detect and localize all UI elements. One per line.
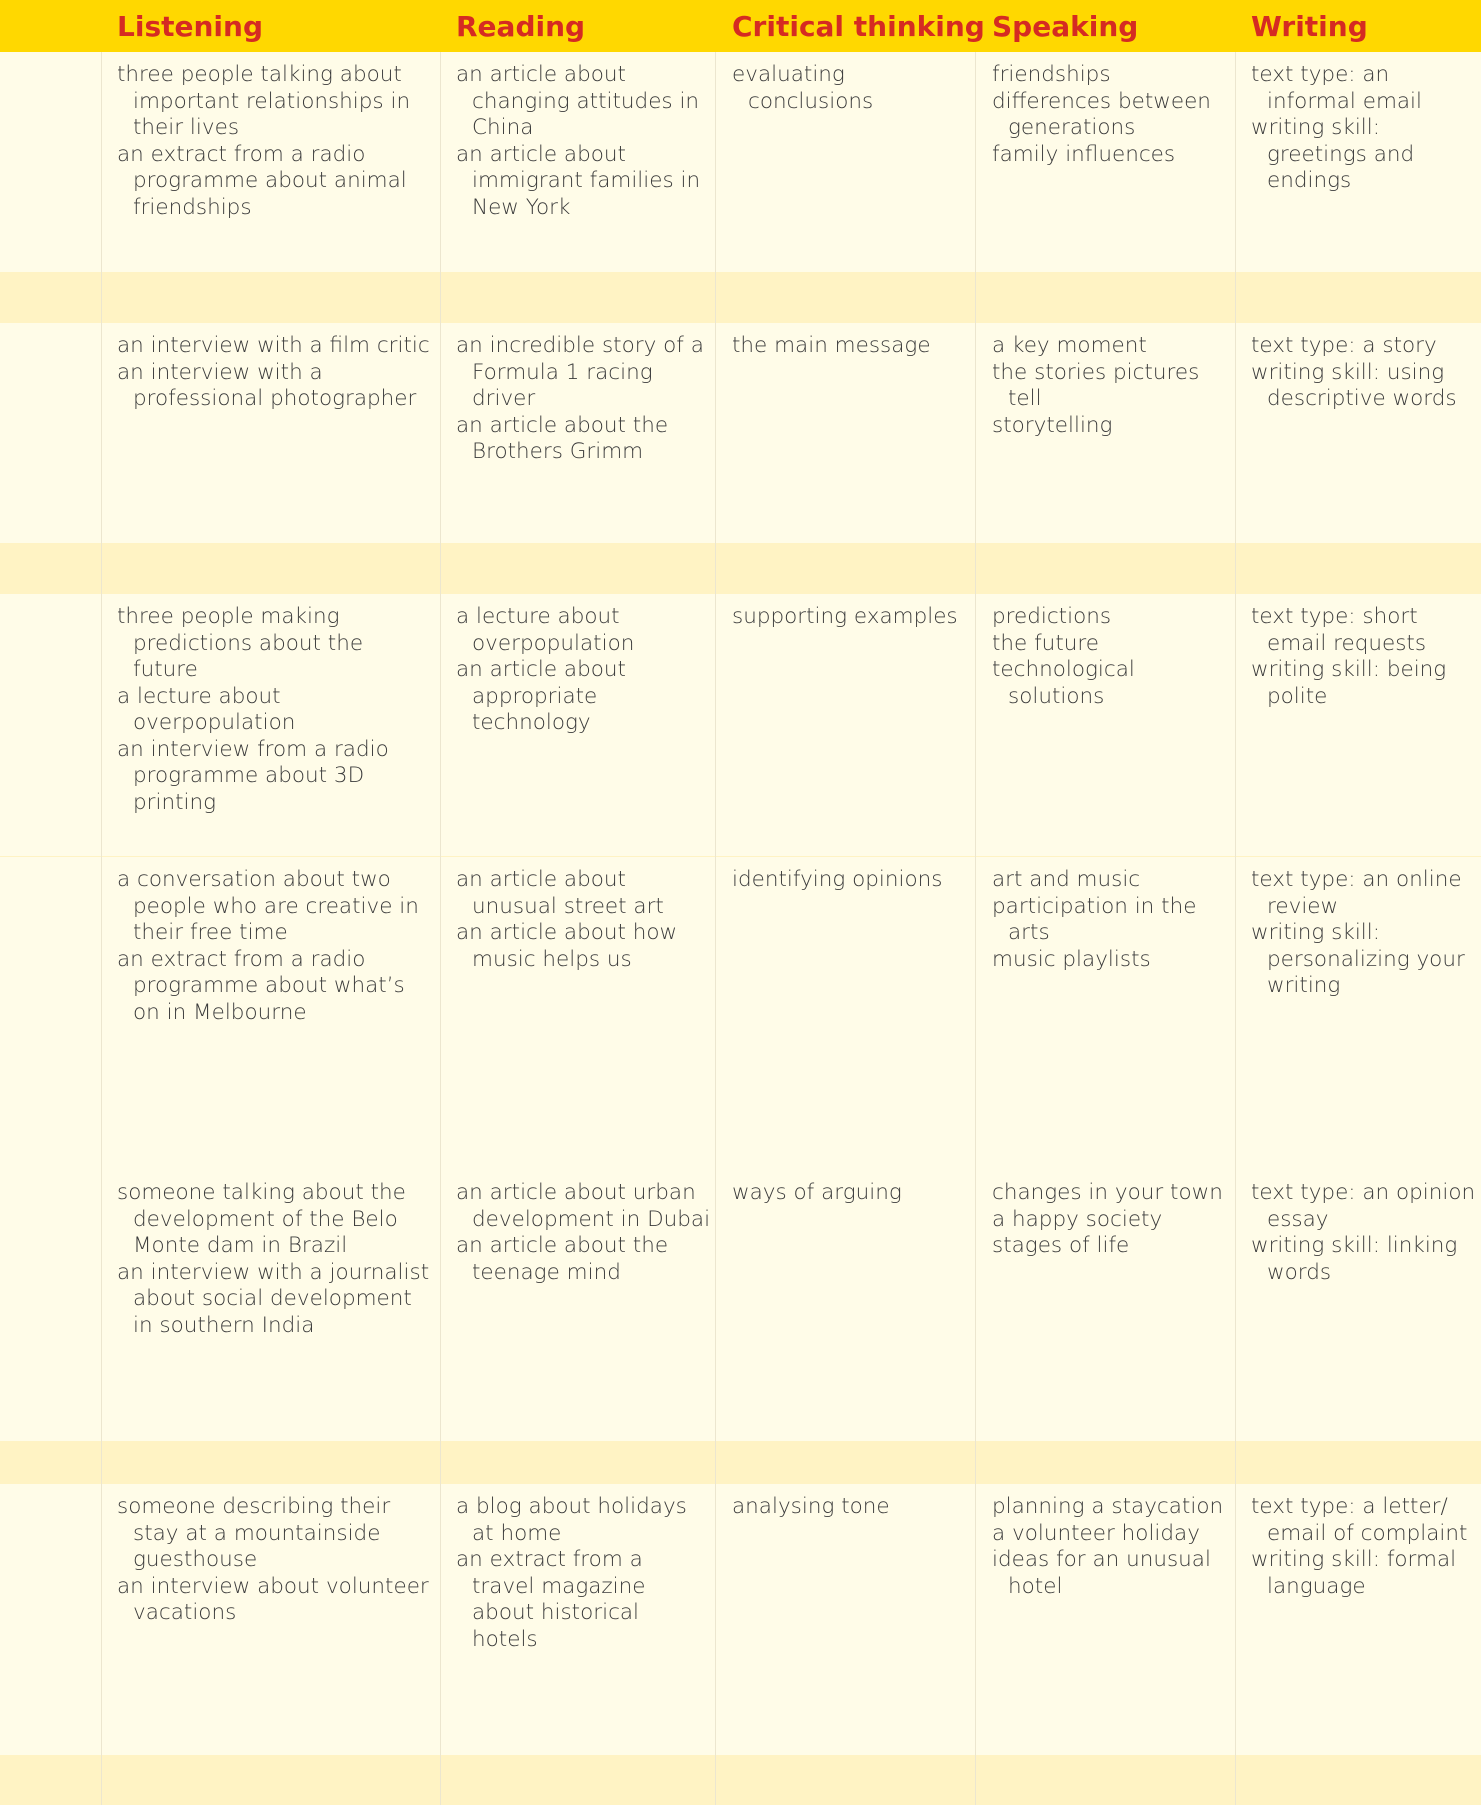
cell-item: family influences <box>992 141 1176 167</box>
cell-item: writing skill: formal language <box>1251 1547 1457 1599</box>
cell-item: ideas for an unusual hotel <box>992 1547 1211 1599</box>
unit-separator-band <box>0 1755 1481 1805</box>
cell-critical-thinking <box>732 333 970 360</box>
header-writing: Writing <box>1251 10 1368 43</box>
cell-item: evaluating conclusions <box>732 62 874 114</box>
cell-item: writing skill: personalizing your writing <box>1251 920 1465 998</box>
cell-item: an interview with a professional photographer <box>117 359 417 411</box>
cell-speaking <box>992 1494 1232 1600</box>
unit-row <box>0 323 1481 543</box>
unit-separator-band <box>0 272 1481 323</box>
cell-speaking <box>992 333 1232 439</box>
cell-item: someone talking about the development of the Belo Monte dam in Brazil <box>117 1180 406 1258</box>
cell-item: planning a staycation <box>992 1494 1224 1519</box>
cell-reading <box>456 604 711 737</box>
column-divider <box>1235 52 1236 1805</box>
cell-item: an article about appropriate technology <box>456 657 626 735</box>
unit-row <box>0 857 1481 1119</box>
cell-item: a lecture about overpopulation <box>456 604 635 656</box>
cell-writing <box>1251 604 1477 710</box>
column-divider <box>440 52 441 1805</box>
column-divider <box>715 52 716 1805</box>
cell-item: identifying opinions <box>732 867 943 892</box>
cell-writing <box>1251 1494 1477 1600</box>
cell-writing <box>1251 1180 1477 1286</box>
cell-item: an article about changing attitudes in China <box>456 62 700 140</box>
cell-reading <box>456 333 711 466</box>
cell-item: storytelling <box>992 412 1113 438</box>
cell-item: an interview with a journalist about social development in southern India <box>117 1259 430 1338</box>
cell-item: technological solutions <box>992 657 1135 709</box>
cell-item: someone describing their stay at a mountainside guesthouse <box>117 1494 391 1572</box>
unit-row <box>0 1170 1481 1390</box>
header-critical-thinking: Critical thinking <box>732 10 985 43</box>
cell-item: an interview about volunteer vacations <box>117 1573 429 1625</box>
cell-item: an interview with a film critic <box>117 333 430 358</box>
cell-item: changes in your town <box>992 1180 1223 1205</box>
cell-item: an extract from a travel magazine about historical hotels <box>456 1547 646 1652</box>
cell-critical-thinking <box>732 62 970 115</box>
cell-item: an extract from a radio programme about what’s on in Melbourne <box>117 946 405 1025</box>
cell-item: an article about immigrant families in New York <box>456 141 701 220</box>
header-speaking: Speaking <box>992 10 1139 43</box>
cell-listening <box>117 1494 432 1627</box>
cell-critical-thinking <box>732 1494 970 1521</box>
cell-item: friendships <box>992 62 1111 87</box>
cell-item: an article about the teenage mind <box>456 1233 669 1285</box>
cell-item: predictions <box>992 604 1112 629</box>
cell-speaking <box>992 867 1232 973</box>
cell-item: text type: short email requests <box>1251 604 1427 656</box>
cell-item: stages of life <box>992 1233 1130 1258</box>
unit-row <box>0 52 1481 272</box>
cell-item: the stories pictures tell <box>992 359 1200 411</box>
cell-item: art and music <box>992 867 1141 892</box>
cell-item: ways of arguing <box>732 1180 902 1205</box>
cell-writing <box>1251 867 1477 1000</box>
cell-speaking <box>992 62 1232 168</box>
cell-speaking <box>992 1180 1232 1260</box>
cell-critical-thinking <box>732 604 970 631</box>
column-divider <box>101 52 102 1805</box>
cell-item: text type: a letter/ email of complaint <box>1251 1494 1468 1546</box>
cell-item: writing skill: greetings and endings <box>1251 115 1415 193</box>
cell-listening <box>117 867 432 1026</box>
cell-speaking <box>992 604 1232 710</box>
cell-item: music playlists <box>992 946 1151 972</box>
cell-item: an interview from a radio programme about 3D printing <box>117 736 389 815</box>
cell-item: analysing tone <box>732 1494 890 1519</box>
unit-separator-band <box>0 543 1481 594</box>
header-reading: Reading <box>456 10 586 43</box>
unit-row <box>0 1484 1481 1748</box>
cell-item: text type: an opinion essay <box>1251 1180 1476 1232</box>
cell-critical-thinking <box>732 1180 970 1207</box>
unit-row <box>0 594 1481 856</box>
cell-item: text type: an informal email <box>1251 62 1423 114</box>
cell-item: text type: a story <box>1251 333 1437 358</box>
cell-item: a happy society <box>992 1206 1163 1232</box>
cell-item: writing skill: being polite <box>1251 657 1447 709</box>
cell-reading <box>456 867 711 973</box>
cell-reading <box>456 1494 711 1653</box>
cell-critical-thinking <box>732 867 970 894</box>
cell-writing <box>1251 333 1477 413</box>
header-listening: Listening <box>117 10 263 43</box>
cell-item: a key moment <box>992 333 1147 358</box>
cell-item: the main message <box>732 333 931 358</box>
cell-item: differences between generations <box>992 88 1211 140</box>
cell-item: an article about unusual street art <box>456 867 664 919</box>
cell-item: an extract from a radio programme about animal friendships <box>117 141 407 220</box>
cell-listening <box>117 604 432 816</box>
cell-writing <box>1251 62 1477 195</box>
cell-reading <box>456 62 711 221</box>
cell-item: three people talking about important relationships in their lives <box>117 62 411 140</box>
cell-item: an article about the Brothers Grimm <box>456 412 669 464</box>
cell-item: an article about how music helps us <box>456 920 678 972</box>
cell-item: participation in the arts <box>992 893 1197 945</box>
cell-item: a volunteer holiday <box>992 1520 1200 1546</box>
cell-listening <box>117 62 432 221</box>
cell-item: text type: an online review <box>1251 867 1462 919</box>
cell-item: writing skill: linking words <box>1251 1233 1458 1285</box>
cell-item: an incredible story of a Formula 1 racing driver <box>456 333 704 411</box>
cell-item: three people making predictions about the future <box>117 604 364 682</box>
cell-item: a conversation about two people who are creative in their free time <box>117 867 419 945</box>
cell-item: a lecture about overpopulation <box>117 683 296 735</box>
column-header-bar <box>0 0 1481 52</box>
cell-listening <box>117 1180 432 1339</box>
cell-item: the future <box>992 630 1099 656</box>
cell-item: an article about urban development in Dubai <box>456 1180 711 1232</box>
cell-item: a blog about holidays at home <box>456 1494 687 1546</box>
cell-item: writing skill: using descriptive words <box>1251 359 1457 411</box>
cell-item: supporting examples <box>732 604 958 629</box>
cell-listening <box>117 333 432 413</box>
column-divider <box>975 52 976 1805</box>
cell-reading <box>456 1180 711 1286</box>
